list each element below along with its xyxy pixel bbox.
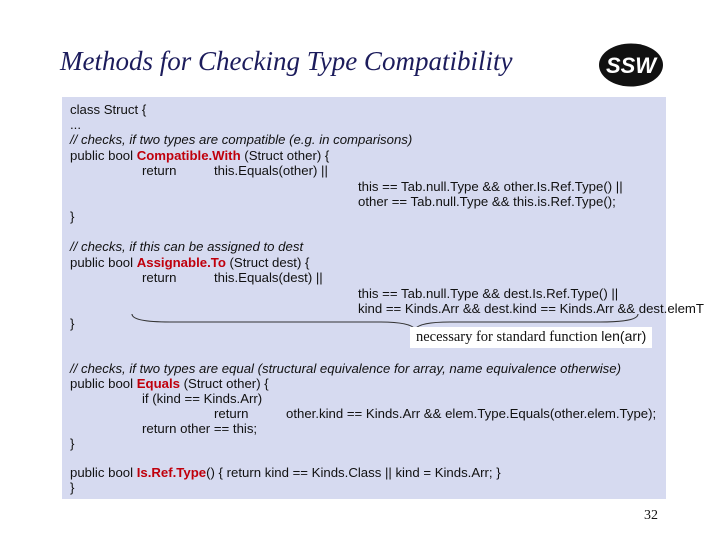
code-line: return [142, 163, 177, 178]
code-line: class Struct { [70, 102, 147, 117]
code-line: this.Equals(dest) || [214, 270, 323, 285]
code-line: return other == this; [142, 421, 258, 436]
code-line: other.kind == Kinds.Arr && elem.Type.Equals(other.elem.Type); [286, 406, 657, 421]
code-line: this.Equals(other) || [214, 163, 328, 178]
code-line: kind == Kinds.Arr && dest.kind == Kinds.Arr && dest.elemT [358, 301, 704, 316]
code-line: return [142, 270, 177, 285]
code-line: other == Tab.null.Type && this.is.Ref.Type(); [358, 194, 616, 209]
code-listing [62, 97, 704, 499]
code-line: this == Tab.null.Type && dest.Is.Ref.Type() || [358, 286, 619, 301]
method-name: Is.Ref.Type [136, 465, 207, 480]
code-line: if (kind == Kinds.Arr) [142, 391, 263, 406]
code-line: ... [70, 117, 81, 132]
code-line: public bool Compatible.With (Struct other) { [70, 148, 330, 163]
slide-title: Methods for Checking Type Compatibility [60, 46, 513, 76]
curly-brace-annotation [130, 300, 640, 330]
code-comment: // checks, if this can be assigned to dest [70, 239, 304, 254]
code-line: public bool Assignable.To (Struct dest) { [70, 255, 310, 270]
method-name: Equals [136, 376, 180, 391]
code-line: this == Tab.null.Type && other.Is.Ref.Type() || [358, 179, 623, 194]
code-line: } [70, 209, 75, 224]
method-name: Compatible.With [136, 148, 241, 163]
ssw-logo [598, 42, 664, 88]
method-name: Assignable.To [136, 255, 226, 270]
code-comment: // checks, if two types are equal (structural equivalence for array, name equivalence otherwise) [70, 361, 621, 376]
annotation-note: necessary for standard function len(arr) [410, 327, 652, 348]
code-line: } [70, 316, 75, 331]
logo-text: SSW [605, 53, 657, 78]
code-line: return [214, 406, 249, 421]
code-line: public bool Is.Ref.Type() { return kind == Kinds.Class || kind = Kinds.Arr; } [70, 465, 501, 480]
code-line: } [70, 436, 75, 451]
code-comment: // checks, if two types are compatible (e.g. in comparisons) [70, 132, 413, 147]
page-number: 32 [644, 508, 658, 523]
code-line: public bool Equals (Struct other) { [70, 376, 269, 391]
code-line: } [70, 480, 75, 495]
